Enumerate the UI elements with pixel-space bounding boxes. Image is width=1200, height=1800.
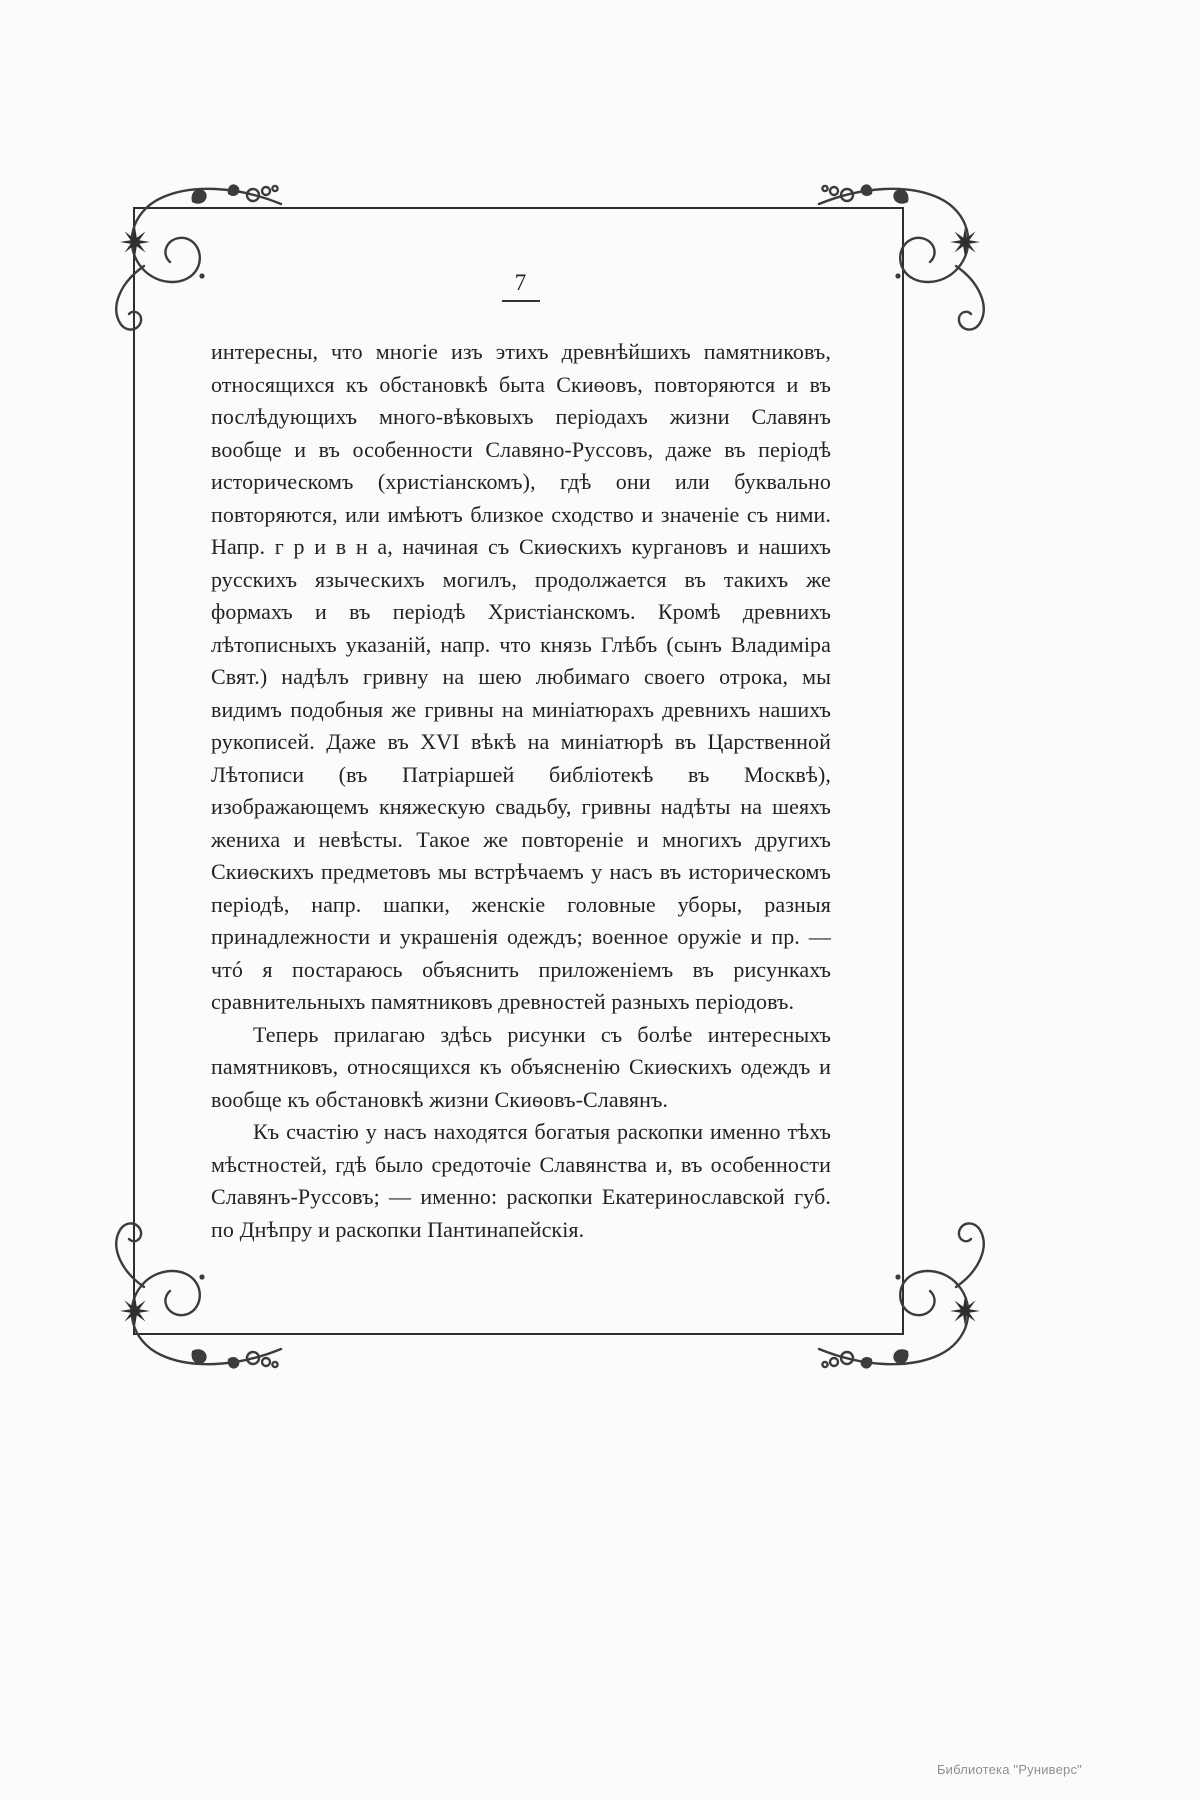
body-text: [211, 336, 831, 1246]
page-number: [211, 270, 831, 302]
corner-ornament-bottom-left: [95, 1228, 285, 1373]
library-watermark: Библиотека "Руниверс": [936, 1762, 1082, 1777]
paragraph: интересны, что многіе изъ этихъ древнѣйшихъ памятниковъ, относящихся къ обстановкѣ быта Скиѳовъ, повторяются и въ послѣдующихъ много-вѣковыхъ періодахъ жизни Славянъ вообще и въ особенности Славяно-Руссовъ, даже въ періодѣ историческомъ (христіанскомъ), гдѣ они или буквально повторяются, или имѣютъ близкое сходство и значеніе съ ними. Напр. г р и в н а, начиная съ Скиѳскихъ кургановъ и нашихъ русскихъ языческихъ могилъ, продолжается въ такихъ же формахъ и въ періодѣ Христіанскомъ. Кромѣ древнихъ лѣтописныхъ указаній, напр. что князь Глѣбъ (сынъ Владиміра Свят.) надѣлъ гривну на шею любимаго своего отрока, мы видимъ подобныя же гривны на миніатюрахъ древнихъ нашихъ рукописей. Даже въ XVI вѣкѣ на миніатюрѣ въ Царственной Лѣтописи (въ Патріаршей библіотекѣ въ Москвѣ), изображающемъ княжескую свадьбу, гривны надѣты на шеяхъ жениха и невѣсты. Такое же повтореніе и многихъ другихъ Скиѳскихъ предметовъ мы встрѣчаемъ у насъ въ историческомъ періодѣ, напр. шапки, женскіе головные уборы, разныя принадлежности и украшенія одеждъ; военное оружіе и пр. — чтó я постараюсь объяснить приложеніемъ въ рисункахъ сравнительныхъ памятниковъ древностей разныхъ періодовъ.: [211, 339, 831, 1014]
page-number-rule: [502, 300, 540, 302]
paragraph: Къ счастію у насъ находятся богатыя раскопки именно тѣхъ мѣстностей, гдѣ было средоточіе Славянства и, въ особенности Славянъ-Руссовъ; — именно: раскопки Екатеринославской губ. по Днѣпру и раскопки Пантинапейскія.: [211, 1119, 831, 1242]
page-number-value: 7: [514, 270, 528, 295]
paragraph: Теперь прилагаю здѣсь рисунки съ болѣе интересныхъ памятниковъ, относящихся къ объясненію Скиѳскихъ одеждъ и вообще къ обстановкѣ жизни Скиѳовъ-Славянъ.: [211, 1021, 831, 1112]
corner-ornament-bottom-right: [815, 1228, 1005, 1373]
corner-ornament-top-left: [95, 180, 285, 325]
corner-ornament-top-right: [815, 180, 1005, 325]
